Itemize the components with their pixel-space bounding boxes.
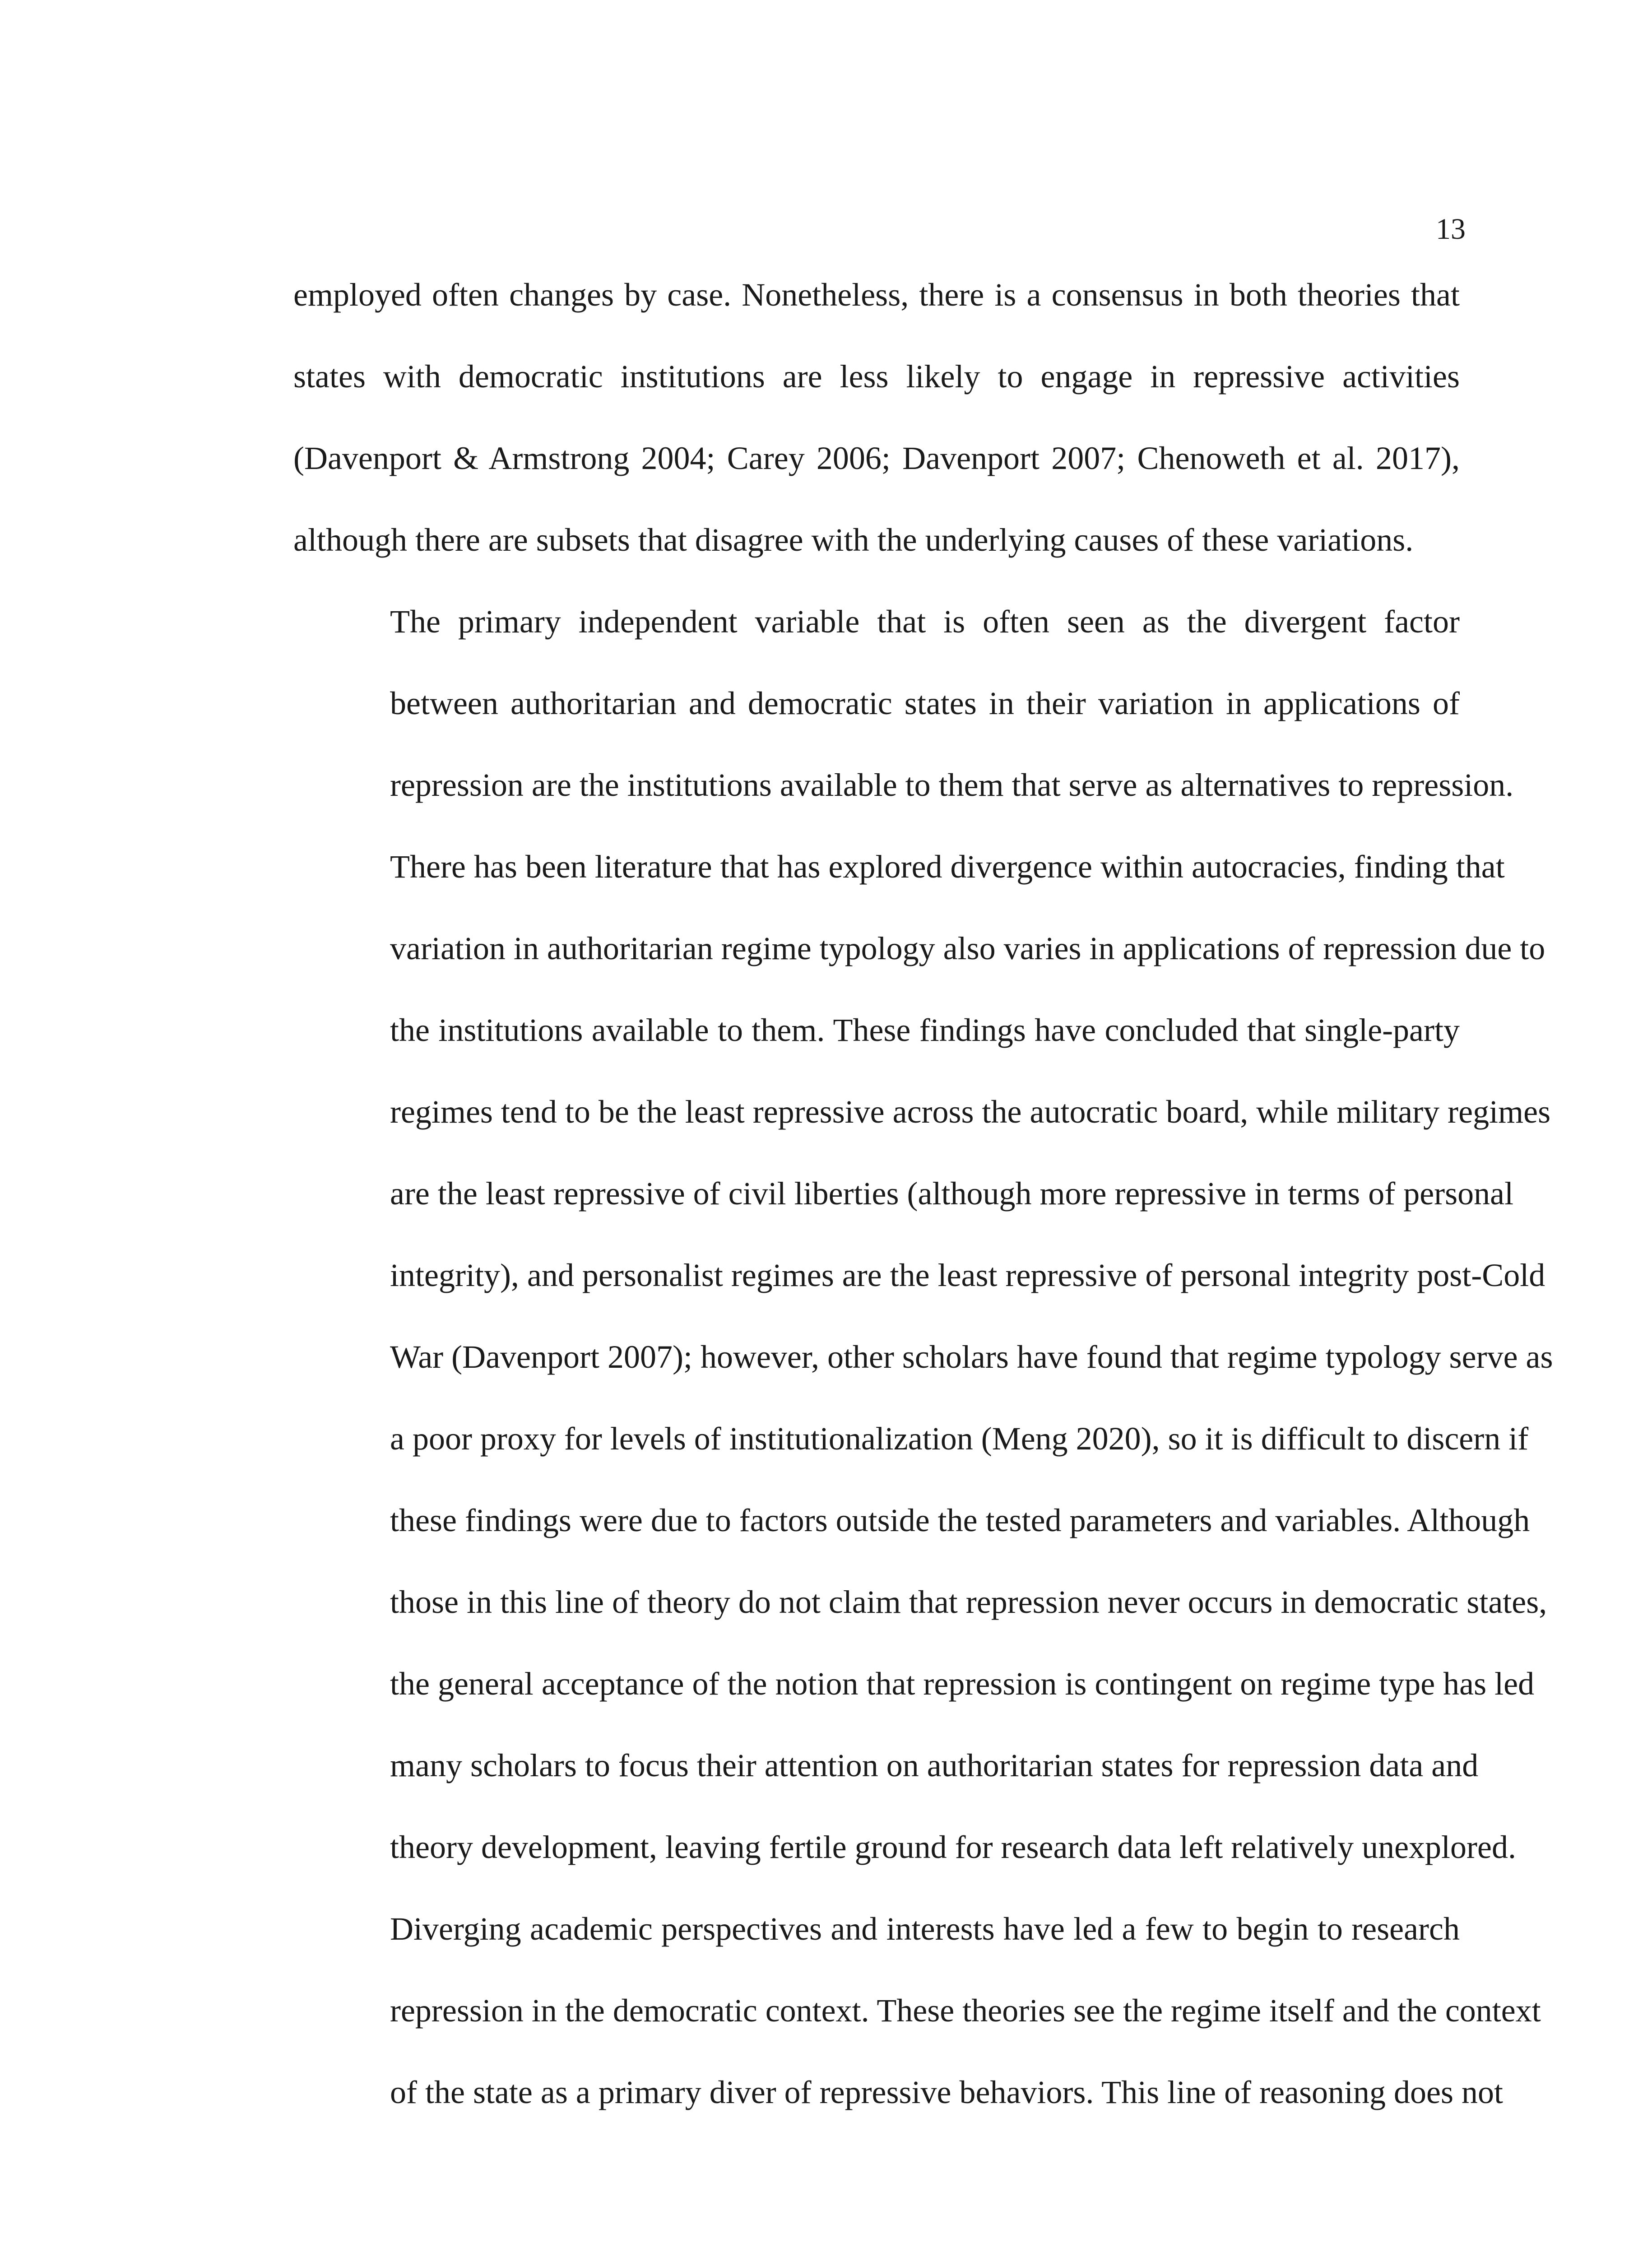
text-line: a poor proxy for levels of institutionalization (Meng 2020), so it is difficult to discern if	[390, 1421, 1529, 1457]
text-line: are the least repressive of civil liberties (although more repressive in terms of personal	[390, 1175, 1514, 1212]
text-line: the institutions available to them. These findings have concluded that single-party	[390, 1012, 1460, 1048]
paragraph-2	[293, 581, 1553, 1888]
text-line: the general acceptance of the notion that repression is contingent on regime type has led	[390, 1666, 1535, 1702]
text-line: (Davenport & Armstrong 2004; Carey 2006; Davenport 2007; Chenoweth et al. 2017),	[293, 440, 1460, 476]
paragraph-1	[293, 254, 1460, 581]
paragraph-3	[293, 1888, 1541, 2133]
text-line: many scholars to focus their attention on authoritarian states for repression data and	[390, 1747, 1479, 1783]
text-line: The primary independent variable that is often seen as the divergent factor	[390, 604, 1460, 640]
text-line: theory development, leaving fertile ground for research data left relatively unexplored.	[390, 1829, 1516, 1865]
text-line: variation in authoritarian regime typology also varies in applications of repression due to	[390, 930, 1545, 966]
text-line: repression are the institutions available to them that serve as alternatives to repression.	[390, 767, 1514, 803]
text-line: Diverging academic perspectives and interests have led a few to begin to research	[390, 1911, 1460, 1947]
page-number: 13	[1436, 213, 1466, 246]
text-line: although there are subsets that disagree with the underlying causes of these variations.	[293, 522, 1414, 558]
text-line: There has been literature that has explored divergence within autocracies, finding that	[390, 849, 1505, 885]
text-line: states with democratic institutions are less likely to engage in repressive activities	[293, 358, 1460, 395]
text-line: those in this line of theory do not claim that repression never occurs in democratic states,	[390, 1584, 1547, 1620]
text-line: regimes tend to be the least repressive across the autocratic board, while military regimes	[390, 1094, 1551, 1130]
text-line: these findings were due to factors outside the tested parameters and variables. Although	[390, 1502, 1530, 1538]
text-line: between authoritarian and democratic states in their variation in applications of	[390, 685, 1460, 721]
text-line: repression in the democratic context. These theories see the regime itself and the context	[390, 1992, 1541, 2029]
text-line: War (Davenport 2007); however, other scholars have found that regime typology serve as	[390, 1339, 1553, 1375]
text-line: integrity), and personalist regimes are the least repressive of personal integrity post-Cold	[390, 1257, 1545, 1293]
body-text	[293, 254, 1553, 2133]
text-line: of the state as a primary diver of repressive behaviors. This line of reasoning does not	[390, 2074, 1503, 2110]
text-line: employed often changes by case. Nonetheless, there is a consensus in both theories that	[293, 277, 1460, 313]
